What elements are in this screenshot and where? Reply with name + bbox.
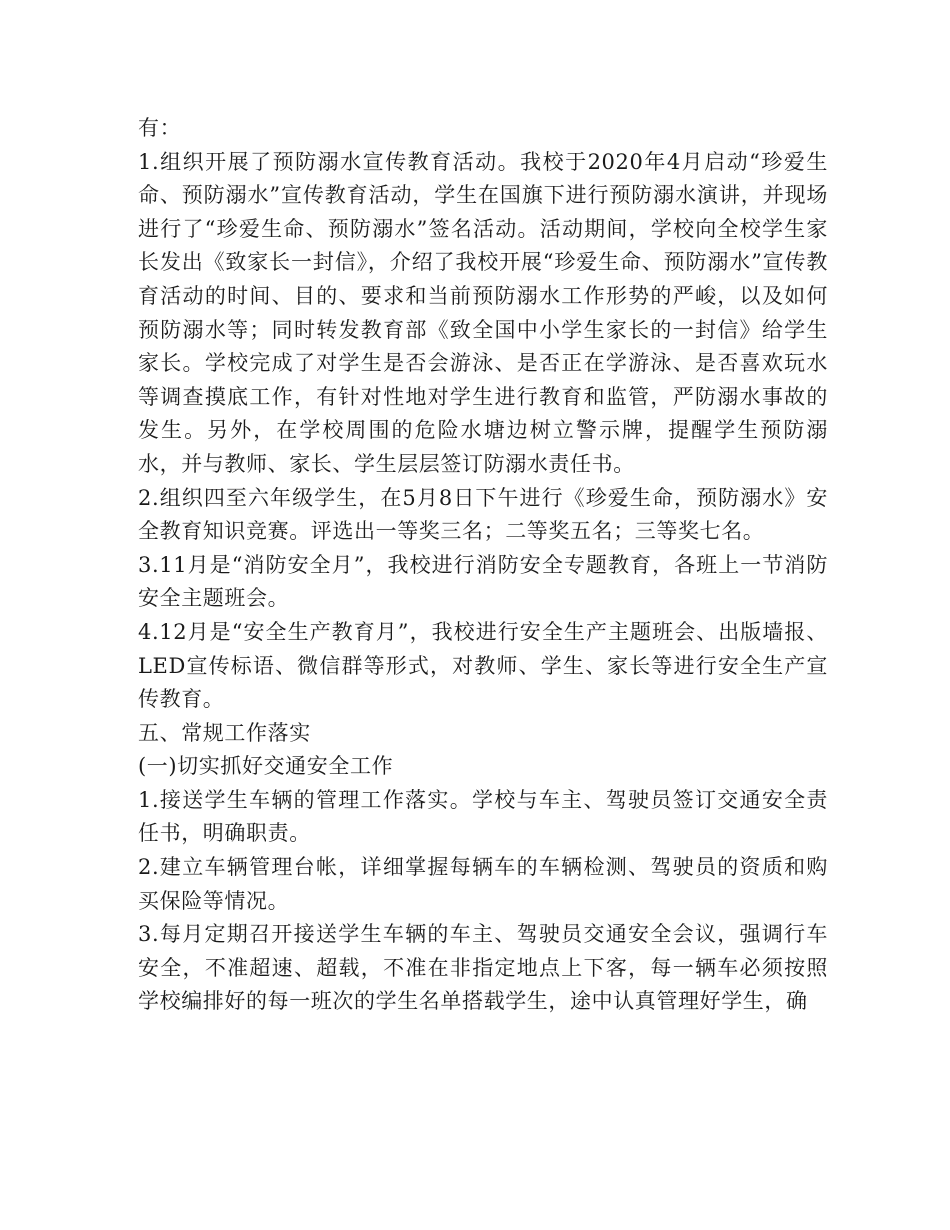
paragraph-knowledge-contest: 2.组织四至六年级学生，在5月8日下午进行《珍爱生命，预防溺水》安全教育知识竞赛。评选出一等奖三名；二等奖五名；三等奖七名。 (138, 485, 828, 544)
section-heading: 五、常规工作落实 (138, 720, 311, 745)
paragraph-drowning-campaign: 1.组织开展了预防溺水宣传教育活动。我校于2020年4月启动“珍爱生命、预防溺水”宣传教育活动，学生在国旗下进行预防溺水演讲，并现场进行了“珍爱生命、预防溺水”签名活动。活动期间，学校向全校学生家长发出《致家长一封信》，介绍了我校开展“珍爱生命、预防溺水”宣传教育活动的时间、目的、要求和当前预防溺水工作形势的严峻，以及如何预防溺水等；同时转发教育部《致全国中小学生家长的一封信》给学生家长。学校完成了对学生是否会游泳、是否正在学游泳、是否喜欢玩水等调查摸底工作，有针对性地对学生进行教育和监管，严防溺水事故的发生。另外，在学校周围的危险水塘边树立警示牌，提醒学生预防溺水，并与教师、家长、学生层层签订防溺水责任书。 (138, 149, 828, 476)
paragraph-fire-safety-month: 3.11月是“消防安全月”，我校进行消防安全专题教育，各班上一节消防安全主题班会。 (138, 552, 828, 611)
document-body (138, 112, 828, 1019)
paragraph-production-safety-month: 4.12月是“安全生产教育月”，我校进行安全生产主题班会、出版墙报、LED宣传标语、微信群等形式，对教师、学生、家长等进行安全生产宣传教育。 (138, 619, 828, 712)
paragraph-vehicle-management: 1.接送学生车辆的管理工作落实。学校与车主、驾驶员签订交通安全责任书，明确职责。 (138, 787, 828, 846)
paragraph-monthly-meeting: 3.每月定期召开接送学生车辆的车主、驾驶员交通安全会议，强调行车安全，不准超速、超载，不准在非指定地点上下客，每一辆车必须按照学校编排好的每一班次的学生名单搭载学生，途中认真管理好学生，确 (138, 922, 828, 1014)
paragraph-vehicle-ledger: 2.建立车辆管理台帐，详细掌握每辆车的车辆检测、驾驶员的资质和购买保险等情况。 (138, 855, 828, 913)
subsection-heading: (一)切实抓好交通安全工作 (138, 754, 394, 779)
paragraph-intro: 有： (138, 116, 182, 140)
